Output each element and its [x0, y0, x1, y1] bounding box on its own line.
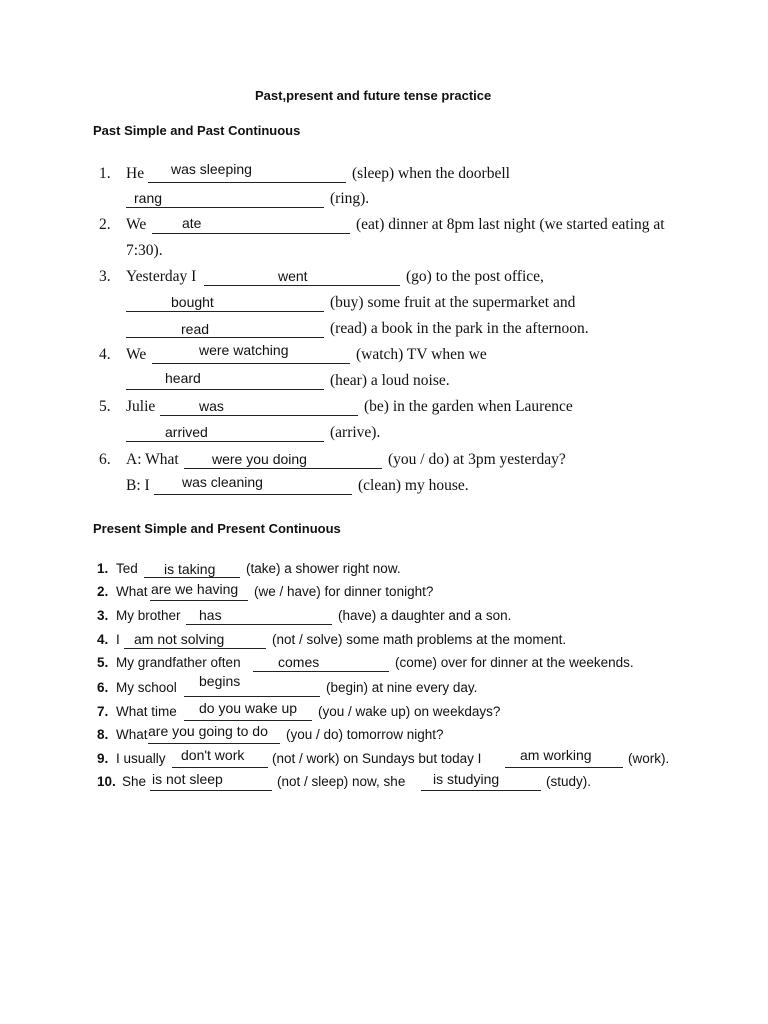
item-text: I usually [116, 751, 166, 766]
item-text: (buy) some fruit at the supermarket and [330, 294, 576, 311]
answer-text: was sleeping [171, 161, 252, 177]
answer-blank[interactable] [160, 415, 358, 416]
item-text: What time [116, 704, 177, 719]
item-text: (come) over for dinner at the weekends. [395, 655, 634, 670]
item-number: 7. [97, 704, 109, 719]
item-text: Julie [126, 398, 156, 415]
item-number: 6. [99, 451, 111, 468]
item-text: Yesterday I [126, 268, 197, 285]
item-text: I [116, 632, 120, 647]
item-number: 4. [97, 632, 109, 647]
item-text: (you / wake up) on weekdays? [318, 704, 501, 719]
section-heading-present: Present Simple and Present Continuous [93, 521, 341, 536]
answer-text: don't work [181, 747, 245, 763]
item-number: 6. [97, 680, 109, 695]
item-text: Ted [116, 561, 138, 576]
item-text: (watch) TV when we [356, 346, 487, 363]
item-number: 3. [97, 608, 109, 623]
answer-blank[interactable] [148, 182, 346, 183]
item-number: 2. [99, 216, 111, 233]
item-text: (not / solve) some math problems at the moment. [272, 632, 567, 647]
item-text: (work). [628, 751, 670, 766]
item-text: (go) to the post office, [406, 268, 544, 285]
item-text: My school [116, 680, 177, 695]
answer-text: heard [165, 370, 201, 386]
item-number: 8. [97, 727, 109, 742]
item-text: (you / do) at 3pm yesterday? [388, 451, 566, 468]
answer-text: begins [199, 673, 241, 689]
answer-text: bought [171, 294, 214, 310]
answer-blank[interactable] [126, 389, 324, 390]
answer-text: were watching [199, 342, 289, 358]
item-text: A: What [126, 451, 179, 468]
answer-text: is not sleep [152, 771, 223, 787]
item-text: (read) a book in the park in the afternoon. [330, 320, 589, 337]
answer-blank[interactable] [184, 696, 320, 697]
answer-text: do you wake up [199, 700, 298, 716]
answer-blank[interactable] [505, 767, 623, 768]
answer-blank[interactable] [154, 494, 352, 495]
item-text: My grandfather often [116, 655, 241, 670]
item-number: 9. [97, 751, 109, 766]
section-heading-past: Past Simple and Past Continuous [93, 123, 301, 138]
item-number: 10. [97, 774, 116, 789]
item-number: 1. [97, 561, 109, 576]
answer-text: were you doing [212, 451, 307, 467]
answer-text: am not solving [134, 631, 225, 647]
item-text: We [126, 216, 147, 233]
answer-text: comes [278, 654, 320, 670]
answer-blank[interactable] [186, 624, 332, 625]
page-title: Past,present and future tense practice [255, 88, 492, 103]
answer-text: was cleaning [182, 474, 263, 490]
item-text: (you / do) tomorrow night? [286, 727, 444, 742]
item-number: 5. [99, 398, 111, 415]
answer-text: are we having [151, 581, 239, 597]
item-number: 1. [99, 165, 111, 182]
item-text: (be) in the garden when Laurence [364, 398, 573, 415]
item-text: (sleep) when the doorbell [352, 165, 510, 182]
item-text: (hear) a loud noise. [330, 372, 450, 389]
item-number: 2. [97, 584, 109, 599]
item-text: 7:30). [126, 242, 163, 259]
answer-text: is taking [164, 561, 216, 577]
answer-blank[interactable] [184, 720, 312, 721]
item-text: She [122, 774, 147, 789]
answer-blank[interactable] [184, 468, 382, 469]
answer-text: is studying [433, 771, 500, 787]
answer-blank[interactable] [204, 285, 400, 286]
answer-text: ate [182, 215, 202, 231]
item-text: (not / sleep) now, she [277, 774, 406, 789]
item-text: B: I [126, 477, 150, 494]
answer-text: went [278, 268, 308, 284]
item-text: What [116, 727, 148, 742]
answer-blank[interactable] [124, 648, 266, 649]
item-text: (take) a shower right now. [246, 561, 401, 576]
answer-text: has [199, 607, 222, 623]
item-text: (study). [546, 774, 592, 789]
item-text: (begin) at nine every day. [326, 680, 478, 695]
answer-blank[interactable] [126, 207, 324, 208]
item-text: (have) a daughter and a son. [338, 608, 512, 623]
item-text: (clean) my house. [358, 477, 469, 494]
answer-blank[interactable] [152, 363, 350, 364]
item-text: (arrive). [330, 424, 381, 441]
answer-blank[interactable] [421, 790, 541, 791]
answer-blank[interactable] [126, 441, 324, 442]
answer-blank[interactable] [126, 311, 324, 312]
item-text: (ring). [330, 190, 370, 207]
answer-blank[interactable] [150, 600, 248, 601]
answer-text: are you going to do [148, 723, 268, 739]
item-text: What [116, 584, 148, 599]
answer-blank[interactable] [152, 233, 350, 234]
answer-blank[interactable] [148, 743, 280, 744]
item-text: We [126, 346, 147, 363]
answer-text: read [181, 321, 210, 337]
item-text: (we / have) for dinner tonight? [254, 584, 434, 599]
answer-text: arrived [165, 424, 208, 440]
answer-text: rang [134, 190, 163, 206]
item-text: (eat) dinner at 8pm last night (we started eating at [356, 216, 665, 233]
answer-blank[interactable] [253, 671, 389, 672]
item-number: 3. [99, 268, 111, 285]
item-number: 5. [97, 655, 109, 670]
answer-blank[interactable] [150, 790, 272, 791]
answer-text: was [199, 398, 224, 414]
answer-text: am working [520, 747, 592, 763]
item-text: (not / work) on Sundays but today I [272, 751, 482, 766]
answer-blank[interactable] [144, 577, 240, 578]
answer-blank[interactable] [172, 767, 268, 768]
item-text: He [126, 165, 145, 182]
item-text: My brother [116, 608, 181, 623]
answer-blank[interactable] [126, 337, 324, 338]
item-number: 4. [99, 346, 111, 363]
